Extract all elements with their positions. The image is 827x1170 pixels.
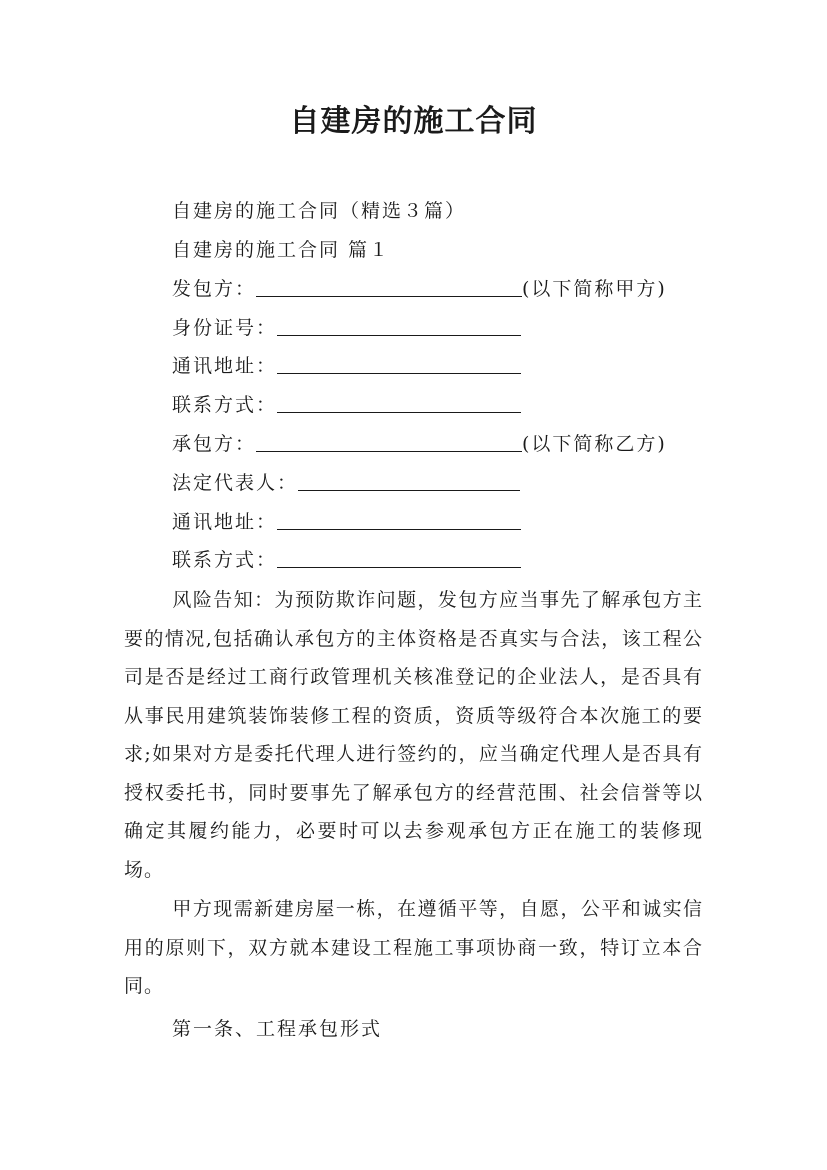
field-label: 联系方式：: [172, 549, 278, 571]
field-row-party-a: [172, 275, 667, 303]
field-label: 通讯地址：: [172, 511, 278, 533]
fill-blank-line[interactable]: [277, 511, 521, 530]
fill-blank-line[interactable]: [277, 355, 521, 374]
field-row-party-b: [172, 430, 667, 458]
fill-blank-line[interactable]: [277, 317, 521, 336]
field-row-legal-rep: [172, 469, 520, 497]
field-label: 承包方：: [172, 433, 257, 455]
section-heading: 自建房的施工合同 篇１: [172, 239, 391, 261]
risk-notice-text: 风险告知：为预防欺诈问题，发包方应当事先了解承包方主要的情况,包括确认承包方的主体资格是否真实与合法，该工程公司是否是经过工商行政管理机关核准登记的企业法人，是否具有从事民用建筑装饰装修工程的资质，资质等级符合本次施工的要求;如果对方是委托代理人进行签约的，应当确定代理人是否具有授权委托书，同时要事先了解承包方的经营范围、社会信誉等以确定其履约能力，必要时可以去参观承包方正在施工的装修现场。: [124, 589, 703, 881]
field-row-contact-b: [172, 546, 521, 574]
field-suffix: (以下简称甲方): [522, 278, 667, 300]
field-label: 发包方：: [172, 278, 257, 300]
fill-blank-line[interactable]: [298, 472, 520, 491]
field-label: 联系方式：: [172, 394, 278, 416]
intro-paragraph: [124, 890, 703, 1006]
fill-blank-line[interactable]: [277, 394, 521, 413]
field-suffix: (以下简称乙方): [522, 433, 667, 455]
article-1-heading: 第一条、工程承包形式: [172, 1018, 383, 1040]
field-row-address-a: [172, 352, 521, 380]
field-label: 法定代表人：: [172, 472, 299, 494]
field-label: 通讯地址：: [172, 355, 278, 377]
field-label: 身份证号：: [172, 317, 278, 339]
intro-text: 甲方现需新建房屋一栋，在遵循平等，自愿，公平和诚实信用的原则下，双方就本建设工程施工事项协商一致，特订立本合同。: [124, 898, 703, 997]
fill-blank-line[interactable]: [256, 278, 522, 297]
document-subtitle: 自建房的施工合同（精选３篇）: [172, 200, 467, 222]
field-row-id-number: [172, 314, 521, 342]
fill-blank-line[interactable]: [256, 433, 522, 452]
fill-blank-line[interactable]: [277, 549, 521, 568]
risk-notice-paragraph: [124, 581, 703, 889]
field-row-address-b: [172, 508, 521, 536]
field-row-contact-a: [172, 391, 521, 419]
document-title: 自建房的施工合同: [289, 104, 538, 139]
